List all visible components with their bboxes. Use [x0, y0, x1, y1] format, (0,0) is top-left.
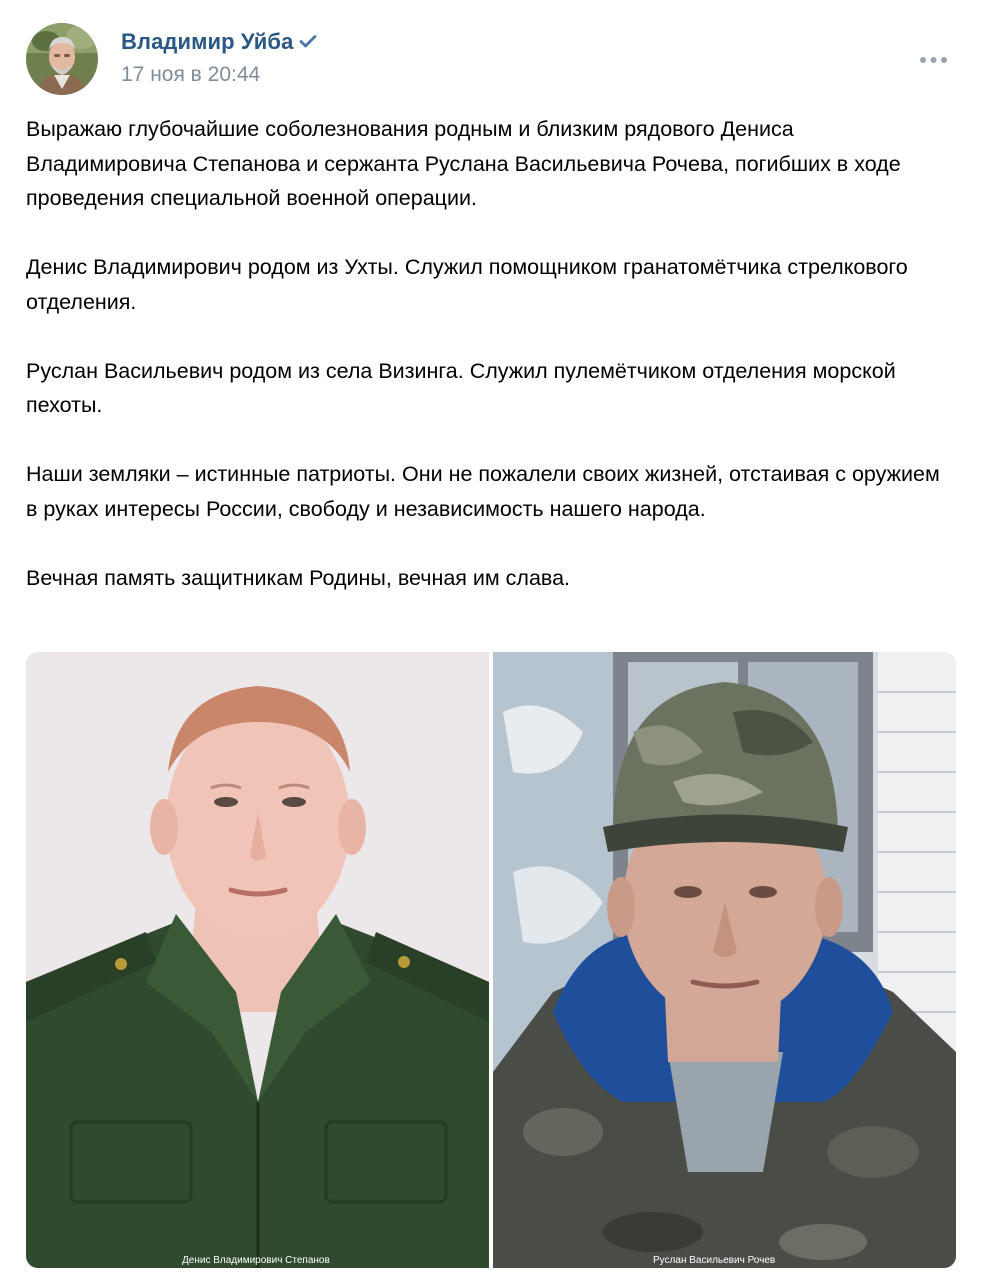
soldier-portrait-image — [26, 652, 489, 1268]
post-paragraph: Выражаю глубочайшие соболезнования родным и близким рядового Дениса Владимировича Степанова и сержанта Руслана Васильевича Рочева, погибших в ходе проведения специальной военной операции. — [26, 117, 901, 210]
photo-rochev[interactable] — [493, 652, 956, 1268]
avatar-photo — [26, 23, 98, 95]
more-actions-button[interactable] — [915, 52, 955, 68]
author-avatar[interactable] — [26, 23, 98, 95]
photo-stepanov[interactable] — [26, 652, 489, 1268]
photo-caption: Денис Владимирович Степанов — [182, 1255, 330, 1266]
more-dots-icon — [915, 52, 955, 68]
post-paragraph: Вечная память защитникам Родины, вечная им слава. — [26, 565, 571, 590]
post-date-link[interactable]: 17 ноя в 20:44 — [121, 63, 261, 86]
post-paragraph: Наши земляки – истинные патриоты. Они не пожалели своих жизней, отстаивая с оружием в руках интересы России, свободу и независимость нашего народа. — [26, 462, 940, 521]
post-text — [26, 112, 956, 595]
post-paragraph: Руслан Васильевич родом из села Визинга. Служил пулемётчиком отделения морской пехоты. — [26, 358, 896, 417]
marine-portrait-image — [493, 652, 956, 1268]
verified-check-icon — [299, 28, 317, 54]
photo-caption: Руслан Васильевич Рочев — [653, 1255, 776, 1266]
author-name-link[interactable] — [121, 29, 317, 55]
post-paragraph: Денис Владимирович родом из Ухты. Служил помощником гранатомётчика стрелкового отделения. — [26, 255, 908, 314]
author-name: Владимир Уйба — [121, 29, 294, 54]
